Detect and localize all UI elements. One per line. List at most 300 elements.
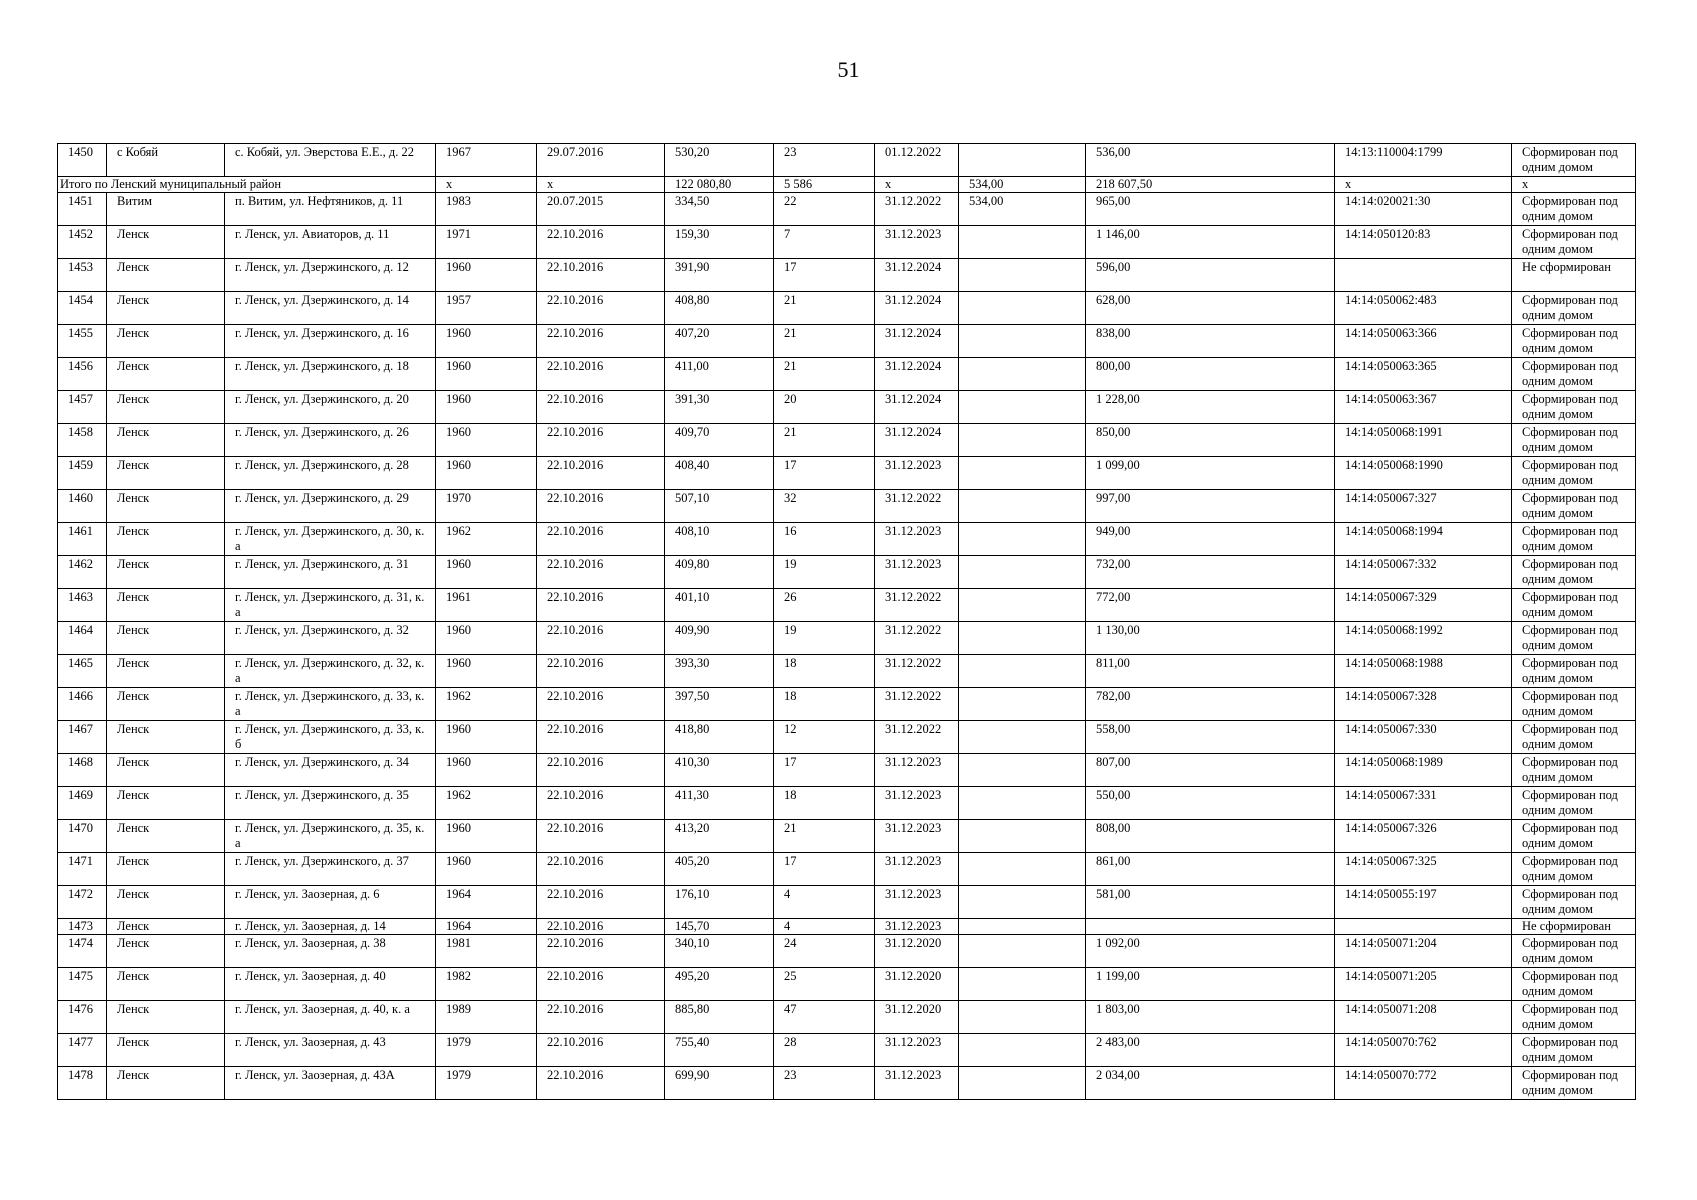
table-cell: г. Ленск, ул. Авиаторов, д. 11 [225, 226, 436, 259]
table-row [58, 144, 1636, 177]
table-cell: 31.12.2023 [875, 886, 959, 919]
table-cell: 334,50 [665, 193, 774, 226]
table-cell: г. Ленск, ул. Дзержинского, д. 35, к. а [225, 820, 436, 853]
table-cell: 409,90 [665, 622, 774, 655]
table-cell: г. Ленск, ул. Дзержинского, д. 33, к. б [225, 721, 436, 754]
table-cell: 1457 [58, 391, 107, 424]
table-cell: г. Ленск, ул. Дзержинского, д. 12 [225, 259, 436, 292]
table-cell: 31.12.2023 [875, 754, 959, 787]
table-cell: 1476 [58, 1001, 107, 1034]
table-cell: Сформирован под одним домом [1512, 1001, 1636, 1034]
table-cell: Сформирован под одним домом [1512, 358, 1636, 391]
table-cell: 1473 [58, 919, 107, 935]
table-cell: 31.12.2023 [875, 820, 959, 853]
table-cell: 1452 [58, 226, 107, 259]
table-cell: 1458 [58, 424, 107, 457]
table-cell: 22.10.2016 [537, 1001, 665, 1034]
table-cell: 1962 [436, 688, 537, 721]
table-cell: 14:14:050067:328 [1335, 688, 1512, 721]
table-cell: г. Ленск, ул. Дзержинского, д. 29 [225, 490, 436, 523]
table-cell: Ленск [107, 325, 225, 358]
table-cell: 14:14:050071:205 [1335, 968, 1512, 1001]
table-cell: 22.10.2016 [537, 655, 665, 688]
table-cell: 581,00 [1086, 886, 1335, 919]
table-cell: Ленск [107, 655, 225, 688]
table-cell: 31.12.2020 [875, 1001, 959, 1034]
table-cell: 410,30 [665, 754, 774, 787]
table-row [58, 935, 1636, 968]
table-cell: г. Ленск, ул. Заозерная, д. 40 [225, 968, 436, 1001]
table-cell: 1 092,00 [1086, 935, 1335, 968]
table-cell: 1465 [58, 655, 107, 688]
table-cell: 596,00 [1086, 259, 1335, 292]
table-cell: 17 [774, 259, 875, 292]
total-cell: 122 080,80 [665, 177, 774, 193]
table-cell: 536,00 [1086, 144, 1335, 177]
table-cell: Сформирован под одним домом [1512, 523, 1636, 556]
table-cell: 20 [774, 391, 875, 424]
table-cell: г. Ленск, ул. Дзержинского, д. 35 [225, 787, 436, 820]
table-cell: 393,30 [665, 655, 774, 688]
table-cell: 18 [774, 688, 875, 721]
table-cell: Ленск [107, 556, 225, 589]
table-cell: Сформирован под одним домом [1512, 144, 1636, 177]
table-cell: Ленск [107, 226, 225, 259]
table-cell: 31.12.2023 [875, 556, 959, 589]
total-cell: x [875, 177, 959, 193]
table-cell: 1460 [58, 490, 107, 523]
table-cell: Сформирован под одним домом [1512, 457, 1636, 490]
table-cell: г. Ленск, ул. Дзержинского, д. 26 [225, 424, 436, 457]
table-cell: Сформирован под одним домом [1512, 292, 1636, 325]
table-row [58, 391, 1636, 424]
table-cell: 628,00 [1086, 292, 1335, 325]
table-row [58, 424, 1636, 457]
table-cell: 31.12.2024 [875, 259, 959, 292]
table-cell: 14:14:050067:332 [1335, 556, 1512, 589]
table-cell: 159,30 [665, 226, 774, 259]
table-cell: 1467 [58, 721, 107, 754]
table-cell [959, 589, 1086, 622]
table-cell: г. Ленск, ул. Дзержинского, д. 16 [225, 325, 436, 358]
table-cell: 31.12.2020 [875, 935, 959, 968]
table-row [58, 820, 1636, 853]
table-cell: 755,40 [665, 1034, 774, 1067]
table-cell [959, 325, 1086, 358]
table-cell: г. Ленск, ул. Дзержинского, д. 28 [225, 457, 436, 490]
table-cell: с. Кобяй, ул. Эверстова Е.Е., д. 22 [225, 144, 436, 177]
table-cell: г. Ленск, ул. Дзержинского, д. 18 [225, 358, 436, 391]
table-cell: 14:14:050071:204 [1335, 935, 1512, 968]
table-cell: Сформирован под одним домом [1512, 1034, 1636, 1067]
table-cell: 23 [774, 1067, 875, 1100]
table-cell: 1982 [436, 968, 537, 1001]
table-cell [959, 144, 1086, 177]
table-cell: 22.10.2016 [537, 886, 665, 919]
table-cell: 18 [774, 787, 875, 820]
table-cell [959, 688, 1086, 721]
table-cell: 22.10.2016 [537, 787, 665, 820]
table-cell: г. Ленск, ул. Заозерная, д. 14 [225, 919, 436, 935]
table-row [58, 325, 1636, 358]
table-cell: 1960 [436, 754, 537, 787]
table-cell [959, 556, 1086, 589]
total-cell: x [1335, 177, 1512, 193]
table-cell: Сформирован под одним домом [1512, 226, 1636, 259]
table-cell: Ленск [107, 820, 225, 853]
table-cell: 22.10.2016 [537, 919, 665, 935]
table-row [58, 787, 1636, 820]
table-cell: г. Ленск, ул. Дзержинского, д. 31 [225, 556, 436, 589]
table-cell: 1478 [58, 1067, 107, 1100]
table-cell: 14:14:050068:1990 [1335, 457, 1512, 490]
table-cell: 949,00 [1086, 523, 1335, 556]
table-cell: г. Ленск, ул. Дзержинского, д. 31, к. а [225, 589, 436, 622]
table-row [58, 589, 1636, 622]
table-cell: 31.12.2023 [875, 1067, 959, 1100]
table-cell: 4 [774, 919, 875, 935]
table-cell: 2 034,00 [1086, 1067, 1335, 1100]
table-cell: 1962 [436, 523, 537, 556]
table-cell: 14:14:050067:329 [1335, 589, 1512, 622]
table-cell: 22.10.2016 [537, 325, 665, 358]
table-cell [1086, 919, 1335, 935]
table-cell: 31.12.2023 [875, 1034, 959, 1067]
table-cell: 807,00 [1086, 754, 1335, 787]
table-row [58, 1001, 1636, 1034]
table-cell: 1960 [436, 325, 537, 358]
table-cell: 1471 [58, 853, 107, 886]
table-cell: 22.10.2016 [537, 589, 665, 622]
table-cell [959, 754, 1086, 787]
table-cell: 19 [774, 556, 875, 589]
table-cell [959, 523, 1086, 556]
table-cell: 808,00 [1086, 820, 1335, 853]
table-cell: 22.10.2016 [537, 853, 665, 886]
table-cell: Ленск [107, 589, 225, 622]
table-row [58, 457, 1636, 490]
housing-registry-table [57, 143, 1636, 1100]
table-cell: 1475 [58, 968, 107, 1001]
table-cell: 965,00 [1086, 193, 1335, 226]
table-cell: Сформирован под одним домом [1512, 556, 1636, 589]
table-row [58, 292, 1636, 325]
table-cell: 1477 [58, 1034, 107, 1067]
table-cell: 22.10.2016 [537, 391, 665, 424]
table-cell: Ленск [107, 688, 225, 721]
table-cell: 14:14:050067:325 [1335, 853, 1512, 886]
table-cell: 850,00 [1086, 424, 1335, 457]
table-cell: 14:14:050063:367 [1335, 391, 1512, 424]
table-cell: 22.10.2016 [537, 721, 665, 754]
table-cell: 1 099,00 [1086, 457, 1335, 490]
table-cell [959, 787, 1086, 820]
total-cell: 218 607,50 [1086, 177, 1335, 193]
table-cell: 1964 [436, 886, 537, 919]
table-cell: Ленск [107, 1001, 225, 1034]
table-cell: Сформирован под одним домом [1512, 935, 1636, 968]
table-cell: 2 483,00 [1086, 1034, 1335, 1067]
table-cell: Ленск [107, 391, 225, 424]
table-cell: Сформирован под одним домом [1512, 754, 1636, 787]
table-cell: 1 146,00 [1086, 226, 1335, 259]
table-cell: г. Ленск, ул. Дзержинского, д. 33, к. а [225, 688, 436, 721]
table-cell: 32 [774, 490, 875, 523]
table-cell: 1 228,00 [1086, 391, 1335, 424]
table-cell: 409,80 [665, 556, 774, 589]
table-cell: 1960 [436, 457, 537, 490]
table-row [58, 556, 1636, 589]
table-cell: 14:14:050055:197 [1335, 886, 1512, 919]
table-cell [959, 968, 1086, 1001]
table-cell: 14:14:050062:483 [1335, 292, 1512, 325]
table-cell: 21 [774, 292, 875, 325]
table-cell: 411,30 [665, 787, 774, 820]
total-cell: x [537, 177, 665, 193]
table-cell: 31.12.2022 [875, 721, 959, 754]
table-cell: 408,40 [665, 457, 774, 490]
table-cell: Не сформирован [1512, 919, 1636, 935]
table-cell: Сформирован под одним домом [1512, 721, 1636, 754]
table-cell: 22.10.2016 [537, 968, 665, 1001]
table-cell: г. Ленск, ул. Заозерная, д. 6 [225, 886, 436, 919]
table-row [58, 968, 1636, 1001]
table-cell: 21 [774, 325, 875, 358]
table-cell: 17 [774, 853, 875, 886]
table-cell [959, 259, 1086, 292]
table-cell: 1454 [58, 292, 107, 325]
table-cell: Ленск [107, 358, 225, 391]
table-cell: 21 [774, 424, 875, 457]
table-cell: 340,10 [665, 935, 774, 968]
table-cell: Ленск [107, 935, 225, 968]
table-row [58, 622, 1636, 655]
table-cell: Ленск [107, 622, 225, 655]
table-cell: 25 [774, 968, 875, 1001]
table-cell: 14:14:050120:83 [1335, 226, 1512, 259]
table-cell: 19 [774, 622, 875, 655]
table-row [58, 655, 1636, 688]
total-label: Итого по Ленский муниципальный район [58, 177, 436, 193]
table-cell: 22.10.2016 [537, 259, 665, 292]
total-row [58, 177, 1636, 193]
table-cell [959, 919, 1086, 935]
table-cell: г. Ленск, ул. Заозерная, д. 43 [225, 1034, 436, 1067]
table-cell: г. Ленск, ул. Дзержинского, д. 32 [225, 622, 436, 655]
table-cell: 31.12.2022 [875, 490, 959, 523]
table-cell: 16 [774, 523, 875, 556]
table-cell: 1461 [58, 523, 107, 556]
table-cell: 22.10.2016 [537, 556, 665, 589]
table-cell: Ленск [107, 968, 225, 1001]
table-cell: 14:14:020021:30 [1335, 193, 1512, 226]
table-row [58, 721, 1636, 754]
table-row [58, 886, 1636, 919]
table-cell: 47 [774, 1001, 875, 1034]
table-cell: г. Ленск, ул. Дзержинского, д. 32, к. а [225, 655, 436, 688]
table-cell [959, 1034, 1086, 1067]
table-cell: Сформирован под одним домом [1512, 655, 1636, 688]
table-cell: 31.12.2022 [875, 655, 959, 688]
table-cell: Ленск [107, 490, 225, 523]
table-cell: 14:14:050068:1994 [1335, 523, 1512, 556]
table-cell: 550,00 [1086, 787, 1335, 820]
table-cell: 407,20 [665, 325, 774, 358]
table-cell: 1961 [436, 589, 537, 622]
table-cell: 14:14:050070:772 [1335, 1067, 1512, 1100]
table-cell: 1459 [58, 457, 107, 490]
table-cell: 1453 [58, 259, 107, 292]
table-cell [959, 391, 1086, 424]
table-cell: 28 [774, 1034, 875, 1067]
table-cell: 22.10.2016 [537, 226, 665, 259]
table-cell: 1960 [436, 622, 537, 655]
table-row [58, 193, 1636, 226]
table-cell: 507,10 [665, 490, 774, 523]
table-cell: 1470 [58, 820, 107, 853]
page-number: 51 [837, 57, 860, 82]
table-cell: 145,70 [665, 919, 774, 935]
table-cell: 31.12.2024 [875, 325, 959, 358]
table-cell: 530,20 [665, 144, 774, 177]
table-cell: 18 [774, 655, 875, 688]
table-cell: 1960 [436, 655, 537, 688]
table-cell: 800,00 [1086, 358, 1335, 391]
table-row [58, 1067, 1636, 1100]
table-cell: 01.12.2022 [875, 144, 959, 177]
table-cell: 14:14:050067:326 [1335, 820, 1512, 853]
table-cell: 534,00 [959, 193, 1086, 226]
table-cell: 14:14:050068:1992 [1335, 622, 1512, 655]
table-cell [1335, 919, 1512, 935]
table-cell: Сформирован под одним домом [1512, 820, 1636, 853]
table-cell: Сформирован под одним домом [1512, 853, 1636, 886]
table-cell [959, 853, 1086, 886]
table-cell: 1 130,00 [1086, 622, 1335, 655]
table-cell: 29.07.2016 [537, 144, 665, 177]
table-cell: 1960 [436, 820, 537, 853]
table-cell: 22.10.2016 [537, 935, 665, 968]
table-cell: 1960 [436, 556, 537, 589]
table-cell [1335, 259, 1512, 292]
table-cell [959, 358, 1086, 391]
table-cell: 31.12.2023 [875, 226, 959, 259]
total-cell: x [436, 177, 537, 193]
table-cell: 21 [774, 820, 875, 853]
table-cell: 17 [774, 457, 875, 490]
table-cell: 1960 [436, 424, 537, 457]
table-cell: 1989 [436, 1001, 537, 1034]
table-cell: Сформирован под одним домом [1512, 787, 1636, 820]
table-cell: 1451 [58, 193, 107, 226]
table-cell: п. Витим, ул. Нефтяников, д. 11 [225, 193, 436, 226]
table-cell: 22.10.2016 [537, 424, 665, 457]
table-cell: с Кобяй [107, 144, 225, 177]
table-cell: 1964 [436, 919, 537, 935]
table-cell [959, 457, 1086, 490]
table-cell: 1466 [58, 688, 107, 721]
table-cell: 811,00 [1086, 655, 1335, 688]
table-cell: 1 199,00 [1086, 968, 1335, 1001]
table-cell: 1960 [436, 358, 537, 391]
table-cell: 31.12.2022 [875, 193, 959, 226]
table-cell: 732,00 [1086, 556, 1335, 589]
table-cell: 401,10 [665, 589, 774, 622]
table-cell: 1 803,00 [1086, 1001, 1335, 1034]
table-cell [959, 424, 1086, 457]
table-cell: 22.10.2016 [537, 820, 665, 853]
table-cell: Сформирован под одним домом [1512, 490, 1636, 523]
table-cell: Ленск [107, 457, 225, 490]
table-cell: Ленск [107, 523, 225, 556]
table-row [58, 523, 1636, 556]
table-cell: 20.07.2015 [537, 193, 665, 226]
table-cell: 1469 [58, 787, 107, 820]
table-cell: 24 [774, 935, 875, 968]
table-cell: 772,00 [1086, 589, 1335, 622]
table-cell: Ленск [107, 754, 225, 787]
table-cell: г. Ленск, ул. Заозерная, д. 43А [225, 1067, 436, 1100]
table-cell: Ленск [107, 424, 225, 457]
table-cell: 782,00 [1086, 688, 1335, 721]
table-cell: 1455 [58, 325, 107, 358]
table-cell: Ленск [107, 1034, 225, 1067]
table-cell: Ленск [107, 886, 225, 919]
table-cell: 861,00 [1086, 853, 1335, 886]
table-cell: 418,80 [665, 721, 774, 754]
table-row [58, 226, 1636, 259]
table-cell: 405,20 [665, 853, 774, 886]
table-cell: 1962 [436, 787, 537, 820]
table-row [58, 259, 1636, 292]
table-cell: 1960 [436, 853, 537, 886]
table-cell: 14:13:110004:1799 [1335, 144, 1512, 177]
table-cell: 31.12.2023 [875, 919, 959, 935]
table-cell: 1474 [58, 935, 107, 968]
table-cell: 1464 [58, 622, 107, 655]
table-cell: 14:14:050063:365 [1335, 358, 1512, 391]
table-cell: Сформирован под одним домом [1512, 688, 1636, 721]
table-cell: Сформирован под одним домом [1512, 622, 1636, 655]
table-cell: г. Ленск, ул. Заозерная, д. 38 [225, 935, 436, 968]
table-cell: Ленск [107, 919, 225, 935]
table-cell: Сформирован под одним домом [1512, 391, 1636, 424]
table-cell: 1979 [436, 1067, 537, 1100]
table-cell: 1960 [436, 259, 537, 292]
table-cell: 26 [774, 589, 875, 622]
table-cell: 31.12.2020 [875, 968, 959, 1001]
table-cell: Сформирован под одним домом [1512, 1067, 1636, 1100]
table-row [58, 490, 1636, 523]
table-cell: г. Ленск, ул. Дзержинского, д. 20 [225, 391, 436, 424]
table-cell: Сформирован под одним домом [1512, 424, 1636, 457]
total-cell: 534,00 [959, 177, 1086, 193]
table-cell: 1979 [436, 1034, 537, 1067]
table-cell: 22.10.2016 [537, 292, 665, 325]
table-cell: Сформирован под одним домом [1512, 325, 1636, 358]
table-cell: Ленск [107, 721, 225, 754]
table-row [58, 1034, 1636, 1067]
table-row [58, 919, 1636, 935]
table-cell: 699,90 [665, 1067, 774, 1100]
table-cell [959, 1001, 1086, 1034]
table-cell: 22.10.2016 [537, 754, 665, 787]
table-cell: 31.12.2023 [875, 853, 959, 886]
table-cell: 1462 [58, 556, 107, 589]
table-cell: 22 [774, 193, 875, 226]
table-cell: 14:14:050068:1989 [1335, 754, 1512, 787]
table-row [58, 853, 1636, 886]
